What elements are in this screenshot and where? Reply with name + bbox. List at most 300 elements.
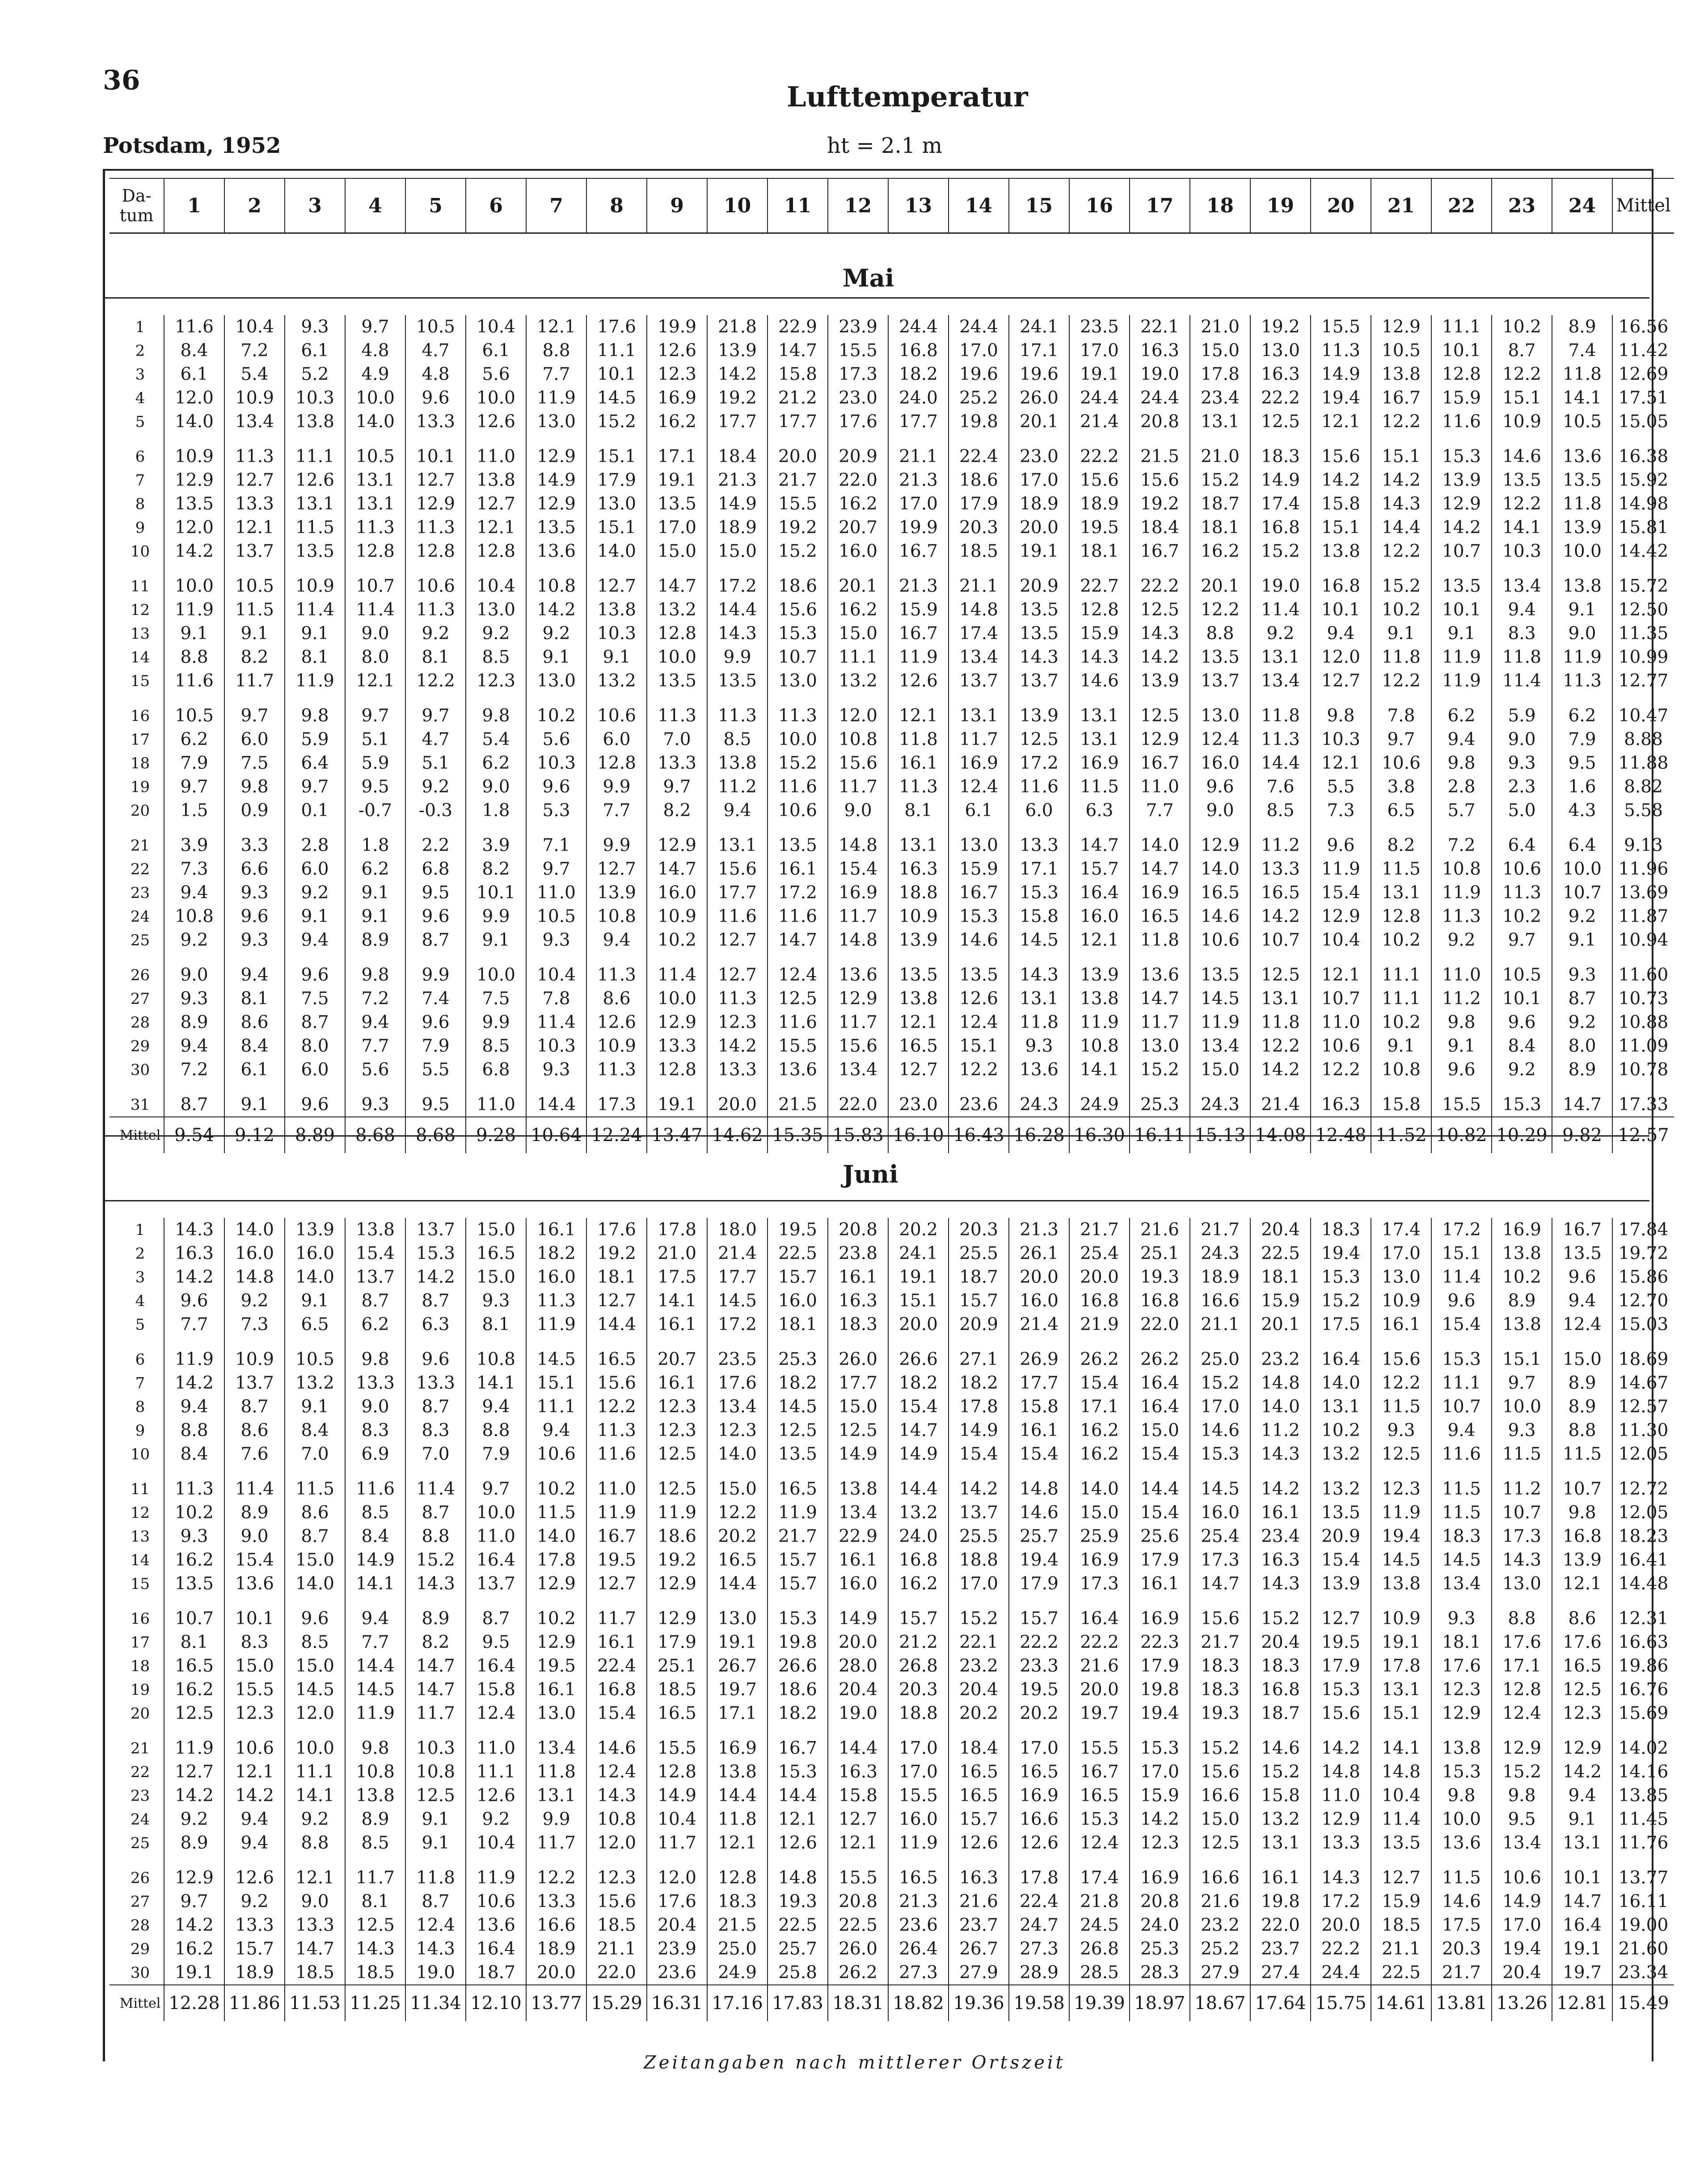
temperature-cell: 22.5 — [828, 1913, 888, 1937]
temperature-cell: 14.3 — [1009, 645, 1069, 669]
day-cell: 5 — [135, 1315, 145, 1334]
hourly-mean-cell: 13.77 — [526, 1985, 586, 2021]
temperature-cell: 13.2 — [828, 669, 888, 693]
temperature-cell: 8.9 — [345, 928, 405, 952]
temperature-cell: 12.1 — [768, 1807, 828, 1831]
daily-mean-cell: 11.09 — [1612, 1034, 1674, 1058]
temperature-cell: 8.8 — [285, 1831, 345, 1855]
temperature-cell: 15.0 — [1190, 1807, 1250, 1831]
header-hour-4: 4 — [345, 178, 405, 233]
temperature-cell: 18.5 — [949, 539, 1009, 563]
temperature-cell: 13.8 — [1311, 539, 1371, 563]
temperature-cell: 10.4 — [647, 1807, 707, 1831]
hourly-mean-cell: 11.53 — [285, 1985, 345, 2021]
temperature-cell: 9.8 — [345, 1725, 405, 1760]
temperature-cell: 19.5 — [1069, 516, 1130, 539]
temperature-cell: 20.0 — [1069, 1265, 1130, 1289]
temperature-cell: 6.0 — [1009, 799, 1069, 822]
temperature-cell: 11.3 — [707, 987, 768, 1011]
temperature-cell: 9.4 — [707, 799, 768, 822]
temperature-cell: 13.5 — [1311, 1501, 1371, 1525]
temperature-cell: 15.0 — [1190, 339, 1250, 362]
temperature-cell: 9.4 — [164, 1395, 224, 1419]
temperature-cell: 14.9 — [1492, 1890, 1552, 1913]
hourly-mean-cell: 12.48 — [1311, 1117, 1371, 1153]
temperature-cell: 9.7 — [164, 775, 224, 799]
hourly-mean-cell: 19.39 — [1069, 1985, 1130, 2021]
temperature-cell: 13.7 — [949, 1501, 1009, 1525]
temperature-cell: 17.0 — [1371, 1242, 1431, 1265]
temperature-cell: 12.8 — [707, 1855, 768, 1890]
temperature-cell: 14.4 — [768, 1784, 828, 1807]
temperature-cell: 15.5 — [828, 1855, 888, 1890]
temperature-cell: 25.5 — [949, 1242, 1009, 1265]
temperature-cell: 10.7 — [1492, 1501, 1552, 1525]
temperature-cell: 11.7 — [1130, 1011, 1190, 1034]
temperature-cell: 8.9 — [405, 1596, 466, 1630]
temperature-cell: 10.9 — [1371, 1289, 1431, 1313]
temperature-cell: 9.1 — [1431, 622, 1492, 645]
daily-mean-cell: 13.85 — [1612, 1784, 1674, 1807]
temperature-cell: 8.8 — [526, 339, 586, 362]
temperature-cell: 14.3 — [405, 1937, 466, 1961]
temperature-cell: 10.3 — [405, 1725, 466, 1760]
temperature-cell: 18.7 — [466, 1961, 526, 1985]
temperature-cell: 9.1 — [1552, 928, 1612, 952]
temperature-cell: 24.0 — [888, 1525, 949, 1548]
temperature-cell: 16.3 — [164, 1242, 224, 1265]
temperature-cell: 12.5 — [1190, 1831, 1250, 1855]
temperature-cell: 13.9 — [1069, 952, 1130, 987]
temperature-cell: 14.5 — [768, 1395, 828, 1419]
temperature-cell: 23.6 — [888, 1913, 949, 1937]
temperature-cell: 18.7 — [1250, 1702, 1311, 1725]
temperature-cell: 14.1 — [1492, 516, 1552, 539]
temperature-cell: 6.0 — [285, 857, 345, 881]
temperature-cell: 13.5 — [768, 822, 828, 857]
temperature-cell: 13.1 — [345, 492, 405, 516]
header-hour-23: 23 — [1492, 178, 1552, 233]
temperature-cell: 14.0 — [1069, 1466, 1130, 1501]
temperature-cell: 10.5 — [1371, 339, 1431, 362]
temperature-cell: 10.8 — [164, 905, 224, 928]
temperature-cell: 14.2 — [949, 1466, 1009, 1501]
temperature-cell: 6.2 — [164, 728, 224, 751]
temperature-cell: 7.7 — [1130, 799, 1190, 822]
temperature-cell: 17.7 — [1009, 1371, 1069, 1395]
temperature-cell: 8.4 — [285, 1419, 345, 1442]
temperature-cell: 13.4 — [828, 1501, 888, 1525]
temperature-cell: 17.8 — [1371, 1654, 1431, 1678]
temperature-cell: 10.8 — [1431, 857, 1492, 881]
temperature-cell: 16.2 — [164, 1937, 224, 1961]
temperature-cell: 14.7 — [888, 1419, 949, 1442]
temperature-cell: 21.1 — [586, 1937, 647, 1961]
temperature-cell: 14.6 — [1190, 1419, 1250, 1442]
temperature-cell: 11.6 — [1009, 775, 1069, 799]
temperature-cell: 12.1 — [1311, 952, 1371, 987]
temperature-cell: 8.6 — [586, 987, 647, 1011]
table-row — [110, 362, 1674, 386]
temperature-cell: 21.5 — [707, 1913, 768, 1937]
temperature-cell: 9.7 — [224, 693, 285, 728]
temperature-cell: 12.9 — [526, 1572, 586, 1596]
temperature-cell: 16.8 — [586, 1678, 647, 1702]
temperature-cell: 11.6 — [1431, 1442, 1492, 1466]
temperature-cell: 17.0 — [888, 1725, 949, 1760]
temperature-cell: 19.4 — [1371, 1525, 1431, 1548]
temperature-cell: 7.3 — [164, 857, 224, 881]
temperature-cell: 11.9 — [888, 645, 949, 669]
daily-mean-cell: 10.47 — [1612, 693, 1674, 728]
temperature-cell: 15.9 — [949, 857, 1009, 881]
temperature-cell: 10.3 — [1311, 728, 1371, 751]
temperature-cell: 10.3 — [526, 1034, 586, 1058]
temperature-cell: 15.3 — [1130, 1725, 1190, 1760]
temperature-cell: 14.5 — [1371, 1548, 1431, 1572]
temperature-cell: 21.7 — [1069, 1218, 1130, 1242]
temperature-cell: 19.8 — [1130, 1678, 1190, 1702]
temperature-cell: 16.0 — [647, 881, 707, 905]
temperature-cell: 7.4 — [1552, 339, 1612, 362]
temperature-cell: 13.3 — [647, 1034, 707, 1058]
temperature-cell: 21.0 — [1190, 434, 1250, 468]
header-hour-6: 6 — [466, 178, 526, 233]
temperature-cell: 11.3 — [405, 598, 466, 622]
temperature-cell: 12.4 — [949, 1011, 1009, 1034]
temperature-cell: 14.2 — [164, 1265, 224, 1289]
temperature-cell: 21.1 — [888, 434, 949, 468]
temperature-cell: 14.2 — [405, 1265, 466, 1289]
day-cell: 27 — [130, 1892, 150, 1911]
temperature-cell: 16.2 — [164, 1548, 224, 1572]
table-row — [110, 1702, 1674, 1725]
temperature-cell: 20.0 — [768, 434, 828, 468]
temperature-cell: 21.6 — [949, 1890, 1009, 1913]
hourly-mean-cell: 14.61 — [1371, 1985, 1431, 2021]
temperature-cell: 9.0 — [828, 799, 888, 822]
temperature-cell: 10.1 — [466, 881, 526, 905]
temperature-cell: 13.5 — [1371, 1831, 1431, 1855]
table-row — [110, 728, 1674, 751]
temperature-cell: 14.4 — [526, 1082, 586, 1117]
temperature-cell: 15.6 — [1311, 434, 1371, 468]
hourly-mean-cell: 15.83 — [828, 1117, 888, 1153]
temperature-cell: 9.1 — [164, 622, 224, 645]
temperature-cell: 17.3 — [1069, 1572, 1130, 1596]
temperature-cell: 12.2 — [1371, 669, 1431, 693]
temperature-cell: 4.8 — [405, 362, 466, 386]
temperature-cell: 14.2 — [1311, 1725, 1371, 1760]
header-hour-1: 1 — [164, 178, 224, 233]
temperature-cell: 11.1 — [1431, 315, 1492, 339]
temperature-cell: 11.8 — [888, 728, 949, 751]
temperature-cell: 15.1 — [1431, 1242, 1492, 1265]
header-hour-22: 22 — [1431, 178, 1492, 233]
temperature-cell: 11.9 — [586, 1501, 647, 1525]
temperature-cell: 17.2 — [768, 881, 828, 905]
temperature-cell: 11.2 — [1492, 1466, 1552, 1501]
temperature-cell: 13.2 — [285, 1371, 345, 1395]
temperature-cell: 16.2 — [1190, 539, 1250, 563]
temperature-cell: 20.3 — [1431, 1937, 1492, 1961]
temperature-cell: 11.0 — [1311, 1784, 1371, 1807]
temperature-cell: 22.1 — [949, 1630, 1009, 1654]
temperature-cell: 13.3 — [405, 1371, 466, 1395]
temperature-cell: 8.6 — [224, 1011, 285, 1034]
temperature-cell: 13.0 — [949, 822, 1009, 857]
temperature-cell: 11.1 — [1371, 987, 1431, 1011]
temperature-cell: 26.0 — [1009, 386, 1069, 410]
temperature-cell: 14.5 — [707, 1289, 768, 1313]
temperature-cell: 28.3 — [1130, 1961, 1190, 1985]
daily-mean-cell: 16.63 — [1612, 1630, 1674, 1654]
daily-mean-cell: 5.58 — [1612, 799, 1674, 822]
temperature-cell: 18.4 — [707, 434, 768, 468]
temperature-cell: 15.3 — [1311, 1678, 1371, 1702]
day-cell: 15 — [130, 672, 150, 690]
temperature-cell: 17.0 — [1069, 339, 1130, 362]
temperature-cell: 2.2 — [405, 822, 466, 857]
temperature-cell: 8.8 — [405, 1525, 466, 1548]
temperature-cell: 13.5 — [1009, 598, 1069, 622]
temperature-cell: 13.1 — [345, 468, 405, 492]
temperature-cell: 11.8 — [707, 1807, 768, 1831]
daily-mean-cell: 11.30 — [1612, 1419, 1674, 1442]
temperature-cell: 9.3 — [1009, 1034, 1069, 1058]
temperature-cell: 25.6 — [1130, 1525, 1190, 1548]
temperature-cell: 15.6 — [768, 598, 828, 622]
temperature-cell: 22.5 — [768, 1913, 828, 1937]
temperature-cell: 16.4 — [466, 1548, 526, 1572]
temperature-cell: 11.0 — [1130, 775, 1190, 799]
header-hour-8: 8 — [586, 178, 647, 233]
temperature-cell: 9.1 — [285, 905, 345, 928]
temperature-cell: 11.2 — [1250, 1419, 1311, 1442]
temperature-cell: 12.8 — [647, 622, 707, 645]
temperature-cell: 9.8 — [1492, 1784, 1552, 1807]
temperature-cell: 12.6 — [586, 1011, 647, 1034]
temperature-cell: 16.1 — [586, 1630, 647, 1654]
temperature-cell: 17.7 — [888, 410, 949, 434]
temperature-cell: 9.3 — [526, 928, 586, 952]
temperature-cell: 9.8 — [285, 693, 345, 728]
temperature-cell: 1.8 — [466, 799, 526, 822]
temperature-cell: 21.1 — [1190, 1313, 1250, 1336]
temperature-cell: 11.8 — [1130, 928, 1190, 952]
temperature-cell: 11.6 — [1431, 410, 1492, 434]
temperature-cell: 17.3 — [586, 1082, 647, 1117]
temperature-cell: 9.3 — [164, 1525, 224, 1548]
temperature-cell: 14.2 — [707, 362, 768, 386]
table-row — [110, 468, 1674, 492]
temperature-cell: 16.0 — [224, 1242, 285, 1265]
temperature-cell: 16.2 — [164, 1678, 224, 1702]
temperature-cell: 16.0 — [1009, 1289, 1069, 1313]
hourly-mean-cell: 8.89 — [285, 1117, 345, 1153]
temperature-cell: 11.9 — [1371, 1501, 1431, 1525]
temperature-cell: 12.6 — [285, 468, 345, 492]
temperature-cell: 7.8 — [1371, 693, 1431, 728]
temperature-cell: 14.0 — [164, 410, 224, 434]
temperature-cell: 11.7 — [526, 1831, 586, 1855]
temperature-cell: 5.6 — [345, 1058, 405, 1082]
temperature-cell: 10.9 — [1492, 410, 1552, 434]
temperature-cell: 19.2 — [1130, 492, 1190, 516]
temperature-cell: 11.5 — [1431, 1855, 1492, 1890]
temperature-cell: 11.2 — [1250, 822, 1311, 857]
temperature-cell: 16.6 — [1190, 1784, 1250, 1807]
temperature-cell: 15.8 — [1371, 1082, 1431, 1117]
temperature-cell: 13.8 — [888, 987, 949, 1011]
temperature-cell: 25.7 — [1009, 1525, 1069, 1548]
temperature-cell: 12.2 — [707, 1501, 768, 1525]
temperature-cell: 15.5 — [768, 492, 828, 516]
temperature-cell: 15.7 — [768, 1572, 828, 1596]
temperature-cell: 16.1 — [526, 1678, 586, 1702]
temperature-cell: 9.4 — [466, 1395, 526, 1419]
temperature-cell: 11.6 — [164, 315, 224, 339]
temperature-cell: 9.6 — [1311, 822, 1371, 857]
temperature-cell: 15.0 — [1190, 1058, 1250, 1082]
temperature-cell: 13.0 — [707, 1596, 768, 1630]
day-cell: 1 — [135, 318, 145, 336]
temperature-cell: 9.4 — [164, 1034, 224, 1058]
temperature-cell: 15.8 — [1009, 905, 1069, 928]
day-cell: 29 — [130, 1037, 150, 1055]
temperature-cell: 17.1 — [1492, 1654, 1552, 1678]
table-row — [110, 1725, 1674, 1760]
temperature-cell: 19.9 — [647, 315, 707, 339]
temperature-cell: 16.2 — [647, 410, 707, 434]
page-number: 36 — [103, 65, 140, 96]
temperature-cell: 11.3 — [586, 1058, 647, 1082]
temperature-cell: 15.0 — [285, 1654, 345, 1678]
temperature-cell: 26.7 — [707, 1654, 768, 1678]
temperature-cell: 12.8 — [405, 539, 466, 563]
temperature-cell: 20.0 — [707, 1082, 768, 1117]
day-cell: 19 — [130, 778, 150, 796]
temperature-cell: 4.9 — [345, 362, 405, 386]
temperature-cell: 17.9 — [647, 1630, 707, 1654]
temperature-cell: 16.4 — [1130, 1371, 1190, 1395]
temperature-cell: 22.1 — [1130, 315, 1190, 339]
temperature-cell: 20.0 — [1009, 1265, 1069, 1289]
temperature-cell: 11.8 — [1250, 1011, 1311, 1034]
table-row — [110, 1265, 1674, 1289]
temperature-cell: 13.8 — [1371, 1572, 1431, 1596]
temperature-cell: 19.4 — [1311, 1242, 1371, 1265]
temperature-cell: 19.0 — [828, 1702, 888, 1725]
hourly-mean-cell: 12.57 — [1612, 1117, 1674, 1153]
temperature-cell: 13.5 — [768, 1442, 828, 1466]
temperature-cell: 20.2 — [949, 1702, 1009, 1725]
temperature-cell: 20.0 — [526, 1961, 586, 1985]
temperature-cell: 15.5 — [888, 1784, 949, 1807]
table-row — [110, 1572, 1674, 1596]
temperature-cell: 18.2 — [526, 1242, 586, 1265]
temperature-cell: 8.9 — [1552, 315, 1612, 339]
temperature-cell: 24.9 — [707, 1961, 768, 1985]
temperature-cell: 9.6 — [1190, 775, 1250, 799]
temperature-cell: 11.5 — [1492, 1442, 1552, 1466]
temperature-cell: 8.7 — [405, 1289, 466, 1313]
temperature-cell: 16.3 — [1250, 1548, 1311, 1572]
table-row — [110, 669, 1674, 693]
temperature-cell: 12.1 — [224, 516, 285, 539]
temperature-cell: 12.3 — [647, 1395, 707, 1419]
temperature-cell: 18.5 — [285, 1961, 345, 1985]
temperature-cell: 4.8 — [345, 339, 405, 362]
daily-mean-cell: 16.76 — [1612, 1678, 1674, 1702]
temperature-cell: 17.1 — [707, 1702, 768, 1725]
temperature-cell: 11.5 — [1431, 1501, 1492, 1525]
temperature-cell: 16.8 — [1250, 516, 1311, 539]
temperature-cell: 13.3 — [224, 1913, 285, 1937]
temperature-cell: 14.5 — [1009, 928, 1069, 952]
temperature-cell: 13.9 — [1311, 1572, 1371, 1596]
temperature-cell: 7.9 — [405, 1034, 466, 1058]
temperature-cell: 13.6 — [768, 1058, 828, 1082]
temperature-cell: 19.2 — [768, 516, 828, 539]
temperature-cell: 11.9 — [526, 1313, 586, 1336]
temperature-cell: 11.9 — [1311, 857, 1371, 881]
temperature-cell: 10.7 — [1431, 539, 1492, 563]
temperature-cell: 14.1 — [1069, 1058, 1130, 1082]
temperature-cell: 6.0 — [285, 1058, 345, 1082]
temperature-cell: 12.3 — [647, 362, 707, 386]
temperature-cell: 19.8 — [768, 1630, 828, 1654]
temperature-cell: 13.8 — [466, 468, 526, 492]
temperature-cell: 13.1 — [1311, 1395, 1371, 1419]
temperature-cell: 15.4 — [1130, 1501, 1190, 1525]
temperature-cell: 18.3 — [1190, 1678, 1250, 1702]
temperature-cell: 15.4 — [1069, 1371, 1130, 1395]
table-row — [110, 598, 1674, 622]
temperature-cell: 11.7 — [224, 669, 285, 693]
temperature-cell: 13.9 — [1552, 516, 1612, 539]
temperature-cell: 9.0 — [1552, 622, 1612, 645]
temperature-cell: 19.3 — [1130, 1265, 1190, 1289]
day-cell: 5 — [135, 413, 145, 431]
daily-mean-cell: 10.73 — [1612, 987, 1674, 1011]
temperature-cell: 17.7 — [828, 1371, 888, 1395]
temperature-cell: 21.4 — [707, 1242, 768, 1265]
temperature-cell: 26.8 — [1069, 1937, 1130, 1961]
temperature-cell: 14.6 — [1009, 1501, 1069, 1525]
temperature-cell: 22.9 — [828, 1525, 888, 1548]
temperature-cell: 26.2 — [1130, 1336, 1190, 1371]
temperature-cell: 11.8 — [1492, 645, 1552, 669]
temperature-cell: 9.4 — [164, 881, 224, 905]
month-divider — [105, 1200, 1649, 1201]
hourly-mean-cell: 17.64 — [1250, 1985, 1311, 2021]
table-row — [110, 1058, 1674, 1082]
temperature-cell: 10.6 — [1311, 1034, 1371, 1058]
month-title-juni: Juni — [843, 1160, 898, 1188]
temperature-cell: 10.4 — [224, 315, 285, 339]
temperature-cell: 9.1 — [405, 1831, 466, 1855]
temperature-cell: 10.5 — [345, 434, 405, 468]
temperature-cell: 13.7 — [949, 669, 1009, 693]
temperature-cell: 11.0 — [466, 434, 526, 468]
temperature-cell: 13.7 — [224, 1371, 285, 1395]
temperature-cell: 10.2 — [1492, 315, 1552, 339]
temperature-cell: 8.8 — [164, 1419, 224, 1442]
temperature-cell: 1.5 — [164, 799, 224, 822]
temperature-cell: 15.4 — [888, 1395, 949, 1419]
temperature-cell: 13.3 — [224, 492, 285, 516]
